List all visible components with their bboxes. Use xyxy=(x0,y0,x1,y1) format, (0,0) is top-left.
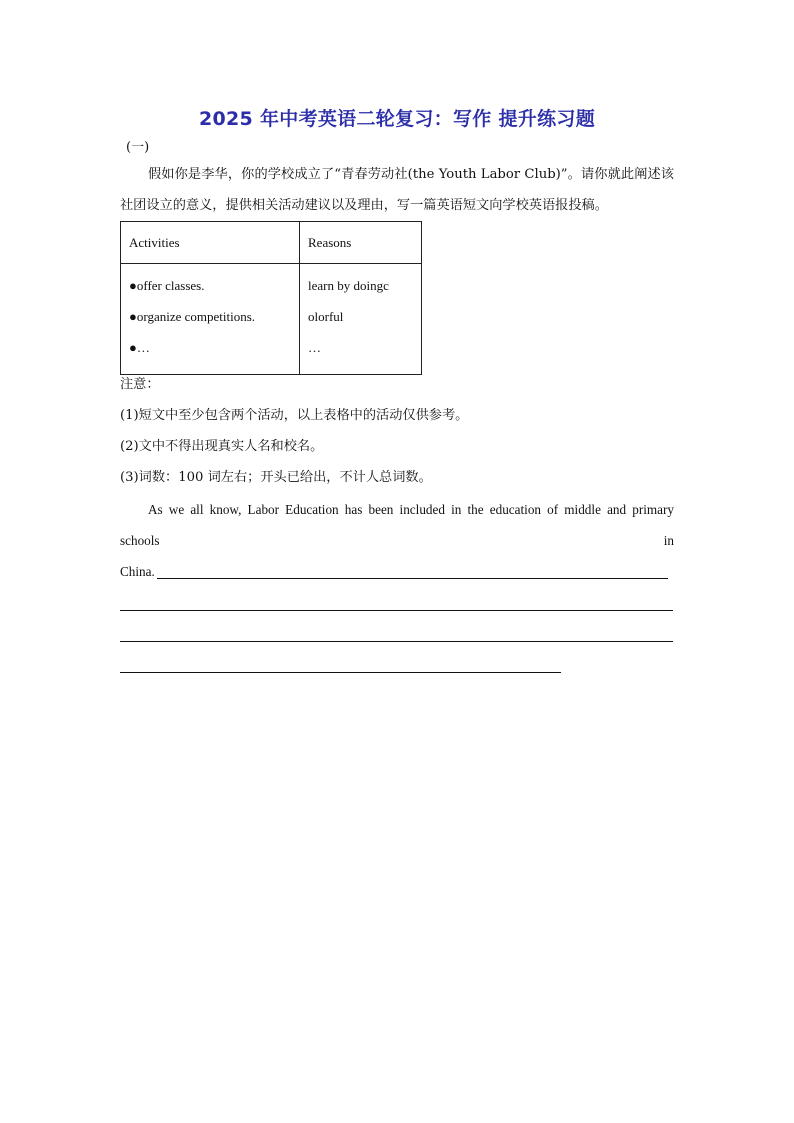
answer-line[interactable] xyxy=(120,610,673,611)
activities-table xyxy=(120,221,422,375)
activities-cell xyxy=(121,264,300,375)
activity-item: ●offer classes. xyxy=(129,278,205,293)
notes-label: 注意： xyxy=(120,377,160,392)
header-activities: Activities xyxy=(121,222,300,264)
essay-second-line xyxy=(120,525,674,556)
essay-word-in: in xyxy=(663,533,674,548)
answer-line[interactable] xyxy=(120,641,673,642)
essay-third-line xyxy=(120,556,674,587)
answer-line[interactable] xyxy=(157,558,668,579)
reasons-cell xyxy=(300,264,422,375)
essay-word-china: China. xyxy=(120,564,155,579)
essay-area xyxy=(120,494,674,587)
page-title: 2025 年中考英语二轮复习：写作 提升练习题 xyxy=(198,108,595,130)
section-number: (一) xyxy=(126,140,150,155)
note-item: (2)文中不得出现真实人名和校名。 xyxy=(120,439,324,454)
answer-line[interactable] xyxy=(120,672,561,673)
activity-item: ●organize competitions. xyxy=(129,309,256,324)
essay-opening-line: As we all know, Labor Education has been included in the education of middle and primary xyxy=(148,502,674,517)
reason-item: olorful xyxy=(308,309,344,324)
table-header-row xyxy=(121,222,422,264)
essay-word-schools: schools xyxy=(120,533,160,548)
reason-item: learn by doingc xyxy=(308,278,389,293)
reason-item: … xyxy=(308,340,321,355)
notes-section xyxy=(120,369,680,493)
header-reasons: Reasons xyxy=(300,222,422,264)
activity-item: ●… xyxy=(129,340,150,355)
task-instructions: 假如你是李华，你的学校成立了“青春劳动社(the Youth Labor Club)”。请你就此阐述该社团设立的意义，提供相关活动建议以及理由，写一篇英语短文向学校英语报投稿。 xyxy=(120,167,674,213)
note-item: (3)词数：100 词左右；开头已给出，不计人总词数。 xyxy=(120,470,432,485)
note-item: (1)短文中至少包含两个活动，以上表格中的活动仅供参考。 xyxy=(120,408,469,423)
table-row xyxy=(121,264,422,375)
